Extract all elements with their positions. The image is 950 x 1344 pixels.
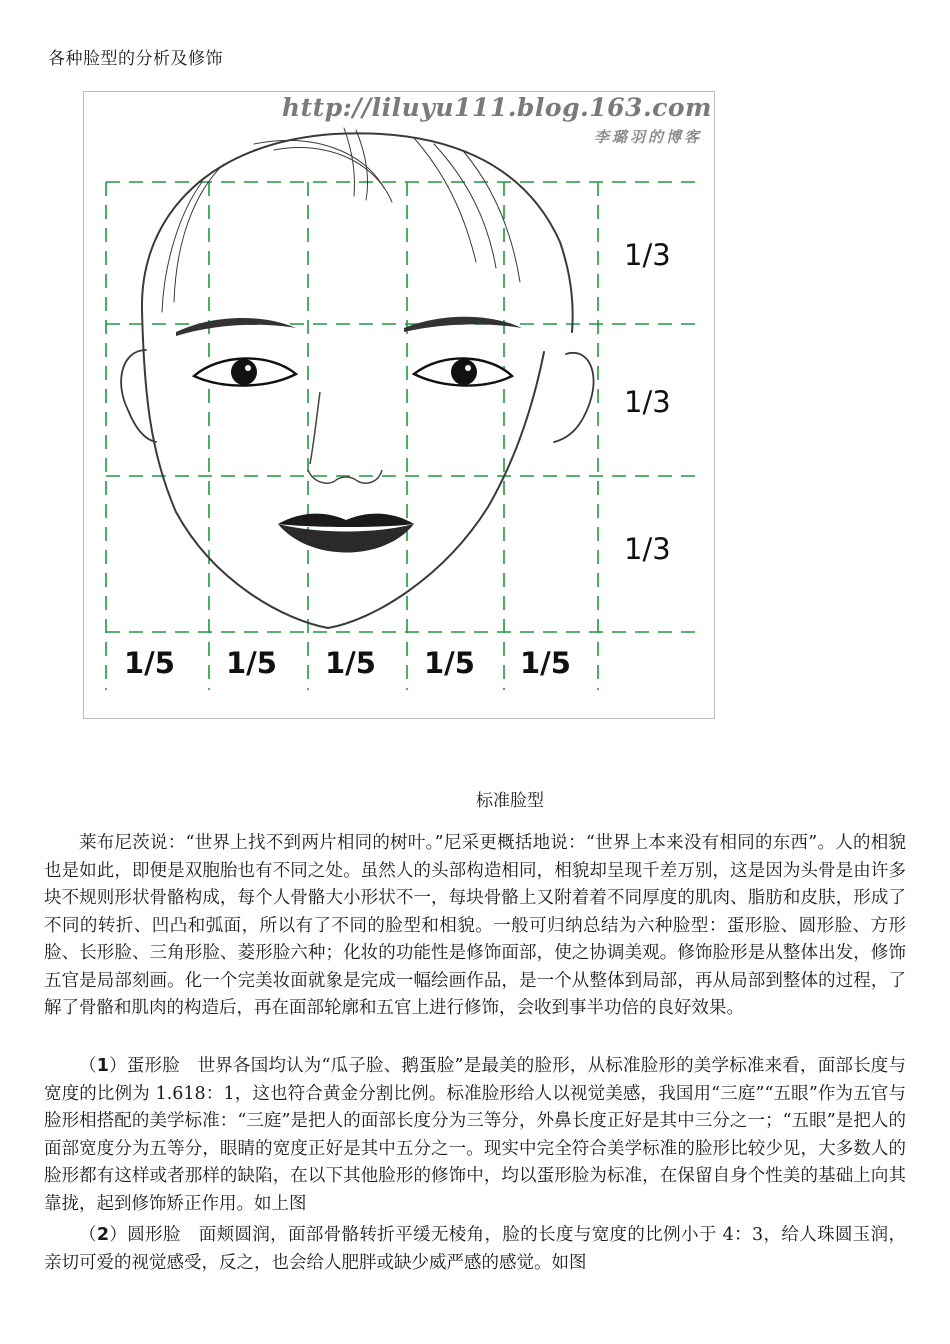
nose — [308, 392, 382, 483]
round-face-paragraph: （2）圆形脸 面颊圆润，面部骨骼转折平缓无棱角，脸的长度与宽度的比例小于 4：3，给人珠圆玉润，亲切可爱的视觉感受，反之，也会给人肥胖或缺少威严感的感觉。如图 — [44, 1225, 907, 1273]
column-label-1: 1/5 — [124, 646, 175, 680]
column-label-5: 1/5 — [520, 646, 571, 680]
row-label-middle: 1/3 — [624, 385, 671, 419]
intro-paragraph: 莱布尼茨说：“世界上找不到两片相同的树叶。”尼采更概括地说：“世界上本来没有相同的东西”。人的相貌也是如此，即便是双胞胎也有不同之处。虽然人的头部构造相同，相貌却呈现千差万别，这是因为头骨是由许多块不规则形状骨骼构成，每个人骨骼大小形状不一，每块骨骼上又附着着不同厚度的肌肉、脂肪和皮肤，形成了不同的转折、凹凸和弧面，所以有了不同的脸型和相貌。一般可归纳总结为六种脸型：蛋形脸、圆形脸、方形脸、长形脸、三角形脸、菱形脸六种；化妆的功能性是修饰面部，使之协调美观。修饰脸形是从整体出发，修饰五官是局部刻画。化一个完美妆面就象是完成一幅绘画作品，是一个从整体到局部，再从局部到整体的过程，了解了骨骼和肌肉的构造后，再在面部轮廓和五官上进行修饰，会收到事半功倍的良好效果。 — [44, 833, 906, 1018]
face-proportion-figure — [83, 91, 715, 719]
right-eye — [414, 358, 512, 385]
watermark-name: 李璐羽的博客 — [593, 128, 702, 146]
proportion-grid — [106, 182, 699, 690]
document-title: 各种脸型的分析及修饰 — [48, 49, 223, 69]
egg-face-number: 1 — [96, 1056, 109, 1076]
watermark-url: http://liluyu111.blog.163.com — [281, 93, 712, 122]
egg-face-paragraph: （1）蛋形脸 世界各国均认为“瓜子脸、鹅蛋脸”是最美的脸形，从标准脸形的美学标准来看，面部长度与宽度的比例为 1.618：1，这也符合黄金分割比例。标准脸形给人以视觉美感，我国用“三庭”“五眼”作为五官与脸形相搭配的美学标准：“三庭”是把人的面部长度分为三等分，外鼻长度正好是其中三分之一；“五眼”是把人的面部宽度分为五等分，眼睛的宽度正好是其中五分之一。现实中完全符合美学标准的脸形比较少见，大多数人的脸形都有这样或者那样的缺陷，在以下其他脸形的修饰中，均以蛋形脸为标准，在保留自身个性美的基础上向其靠拢，起到修饰矫正作用。如上图 — [44, 1056, 907, 1214]
row-label-upper: 1/3 — [624, 238, 671, 272]
face-drawing — [84, 92, 716, 720]
figure-caption: 标准脸型 — [476, 791, 544, 811]
lips — [278, 514, 414, 553]
row-label-lower: 1/3 — [624, 532, 671, 566]
round-face-text: 圆形脸 面颊圆润，面部骨骼转折平缓无棱角，脸的长度与宽度的比例小于 4：3，给人珠圆玉润，亲切可爱的视觉感受，反之，也会给人肥胖或缺少威严感的感觉。如图 — [44, 1225, 907, 1273]
column-label-2: 1/5 — [226, 646, 277, 680]
left-eye — [194, 358, 296, 385]
column-label-3: 1/5 — [325, 646, 376, 680]
round-face-number: 2 — [96, 1225, 110, 1245]
face-outline — [121, 128, 593, 628]
column-label-4: 1/5 — [424, 646, 475, 680]
egg-face-text: 蛋形脸 世界各国均认为“瓜子脸、鹅蛋脸”是最美的脸形，从标准脸形的美学标准来看，面部长度与宽度的比例为 1.618：1，这也符合黄金分割比例。标准脸形给人以视觉美感，我国用“三庭”“五眼”作为五官与脸形相搭配的美学标准：“三庭”是把人的面部长度分为三等分，外鼻长度正好是其中三分之一；“五眼”是把人的面部宽度分为五等分，眼睛的宽度正好是其中五分之一。现实中完全符合美学标准的脸形比较少见，大多数人的脸形都有这样或者那样的缺陷，在以下其他脸形的修饰中，均以蛋形脸为标准，在保留自身个性美的基础上向其靠拢，起到修饰矫正作用。如上图 — [44, 1056, 907, 1214]
left-eyebrow — [176, 318, 296, 336]
